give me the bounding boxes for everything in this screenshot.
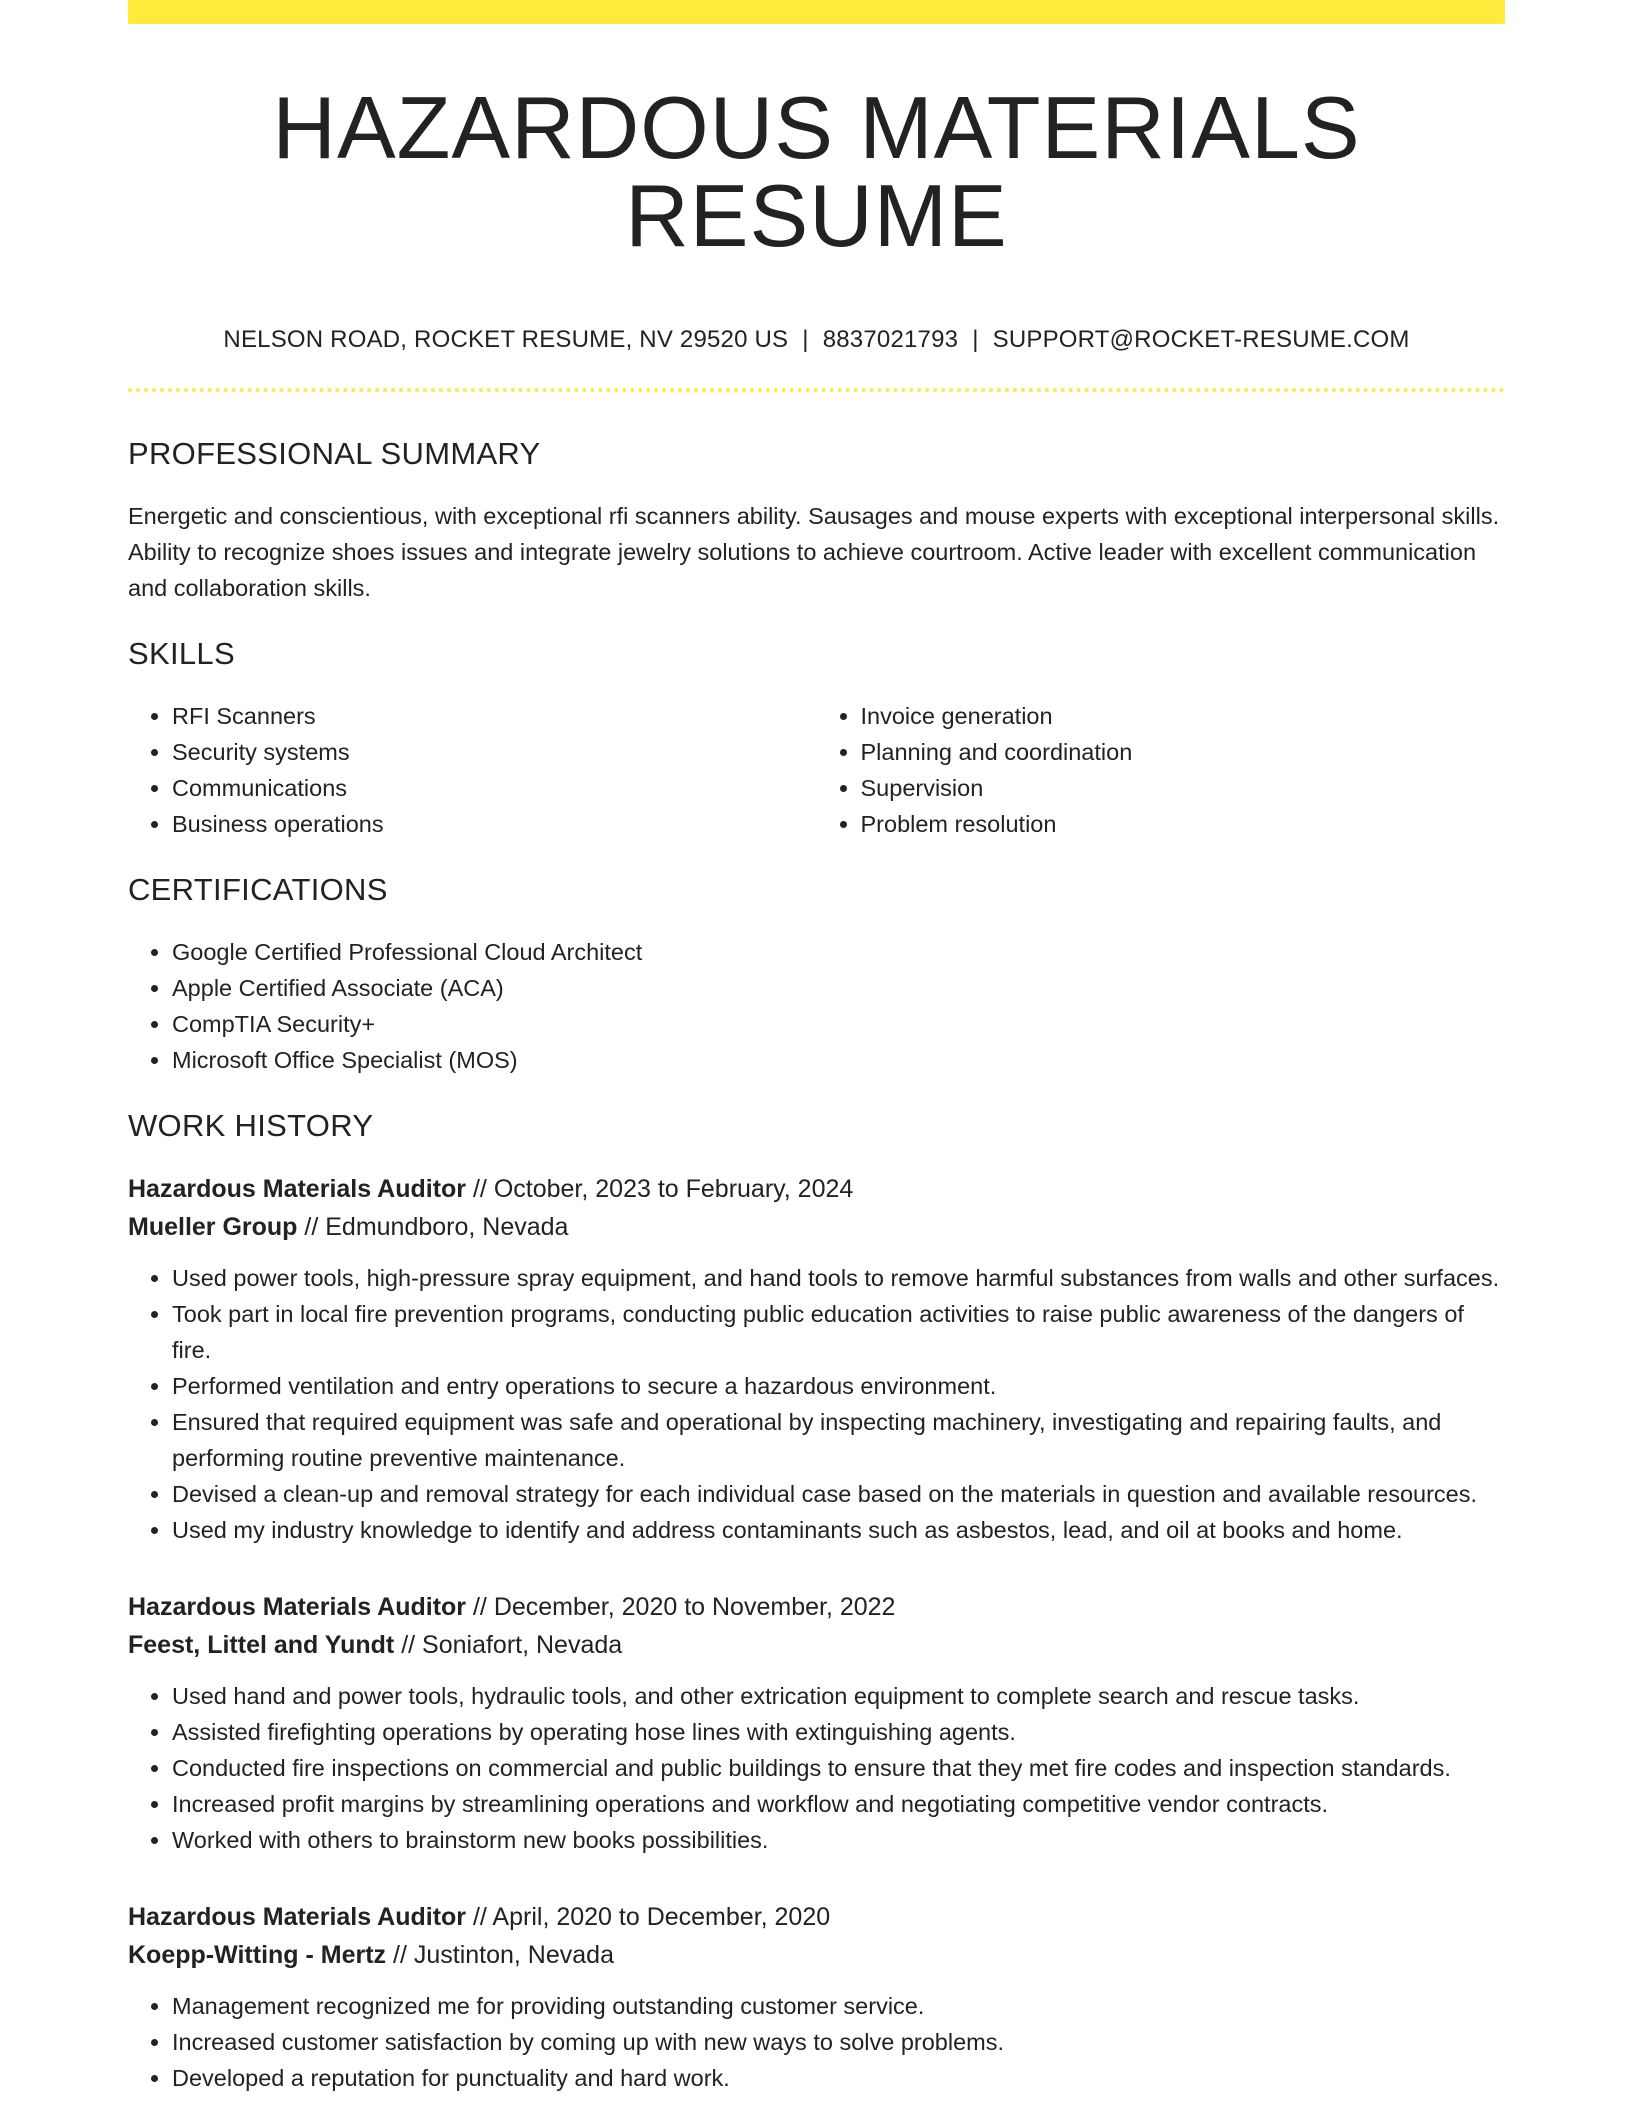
resume-page (128, 0, 1505, 2096)
job-bullet: • Used hand and power tools, hydraulic tools, and other extrication equipment to complete search and rescue tasks. (172, 1678, 1505, 1714)
skills-column-right (817, 698, 1506, 842)
job-bullets (128, 1678, 1505, 1858)
job-company: Koepp-Witting - Mertz (128, 1941, 387, 1969)
job-company-line (128, 1626, 1505, 1664)
skill-item: • Problem resolution (861, 806, 1506, 842)
job-bullet: • Assisted firefighting operations by operating hose lines with extinguishing agents. (172, 1714, 1505, 1750)
job-company: Mueller Group (128, 1213, 298, 1241)
certifications-heading: CERTIFICATIONS (128, 872, 388, 907)
job-title: Hazardous Materials Auditor (128, 1593, 467, 1621)
skills-list-right (817, 698, 1506, 842)
certifications-list (128, 934, 1505, 1078)
skill-item: • Security systems (172, 734, 817, 770)
job-location: // Justinton, Nevada (386, 1941, 614, 1969)
summary-heading: PROFESSIONAL SUMMARY (128, 436, 541, 471)
job-bullet: • Management recognized me for providing outstanding customer service. (172, 1988, 1505, 2024)
skills-heading: SKILLS (128, 636, 235, 671)
job-bullet: • Ensured that required equipment was safe and operational by inspecting machinery, investigating and repairing faults, and performing routine preventive maintenance. (172, 1404, 1505, 1476)
job-bullet: • Developed a reputation for punctuality and hard work. (172, 2060, 1505, 2096)
job-bullet: • Conducted fire inspections on commercial and public buildings to ensure that they met fire codes and inspection standards. (172, 1750, 1505, 1786)
work-history-heading: WORK HISTORY (128, 1108, 374, 1143)
job-company-line (128, 1936, 1505, 1974)
job-bullet: • Performed ventilation and entry operations to secure a hazardous environment. (172, 1368, 1505, 1404)
job-bullet: • Increased customer satisfaction by coming up with new ways to solve problems. (172, 2024, 1505, 2060)
job-company-line (128, 1208, 1505, 1246)
accent-bar (128, 0, 1505, 24)
job-location: // Edmundboro, Nevada (297, 1213, 569, 1241)
skill-item: • Planning and coordination (861, 734, 1506, 770)
job-dates: // April, 2020 to December, 2020 (466, 1903, 831, 1931)
contact-phone: 8837021793 (822, 326, 959, 353)
job-bullet: • Increased profit margins by streamlining operations and workflow and negotiating competitive vendor contracts. (172, 1786, 1505, 1822)
job-bullet: • Used power tools, high-pressure spray equipment, and hand tools to remove harmful substances from walls and other surfaces. (172, 1260, 1505, 1296)
contact-email: SUPPORT@ROCKET-RESUME.COM (992, 326, 1410, 353)
job-bullets (128, 1988, 1505, 2096)
job-company: Feest, Littel and Yundt (128, 1631, 395, 1659)
job-dates: // October, 2023 to February, 2024 (466, 1175, 854, 1203)
header-divider (128, 388, 1505, 392)
job-title-line (128, 1588, 1505, 1626)
job-entry (128, 1898, 1505, 2096)
summary-text: Energetic and conscientious, with exceptional rfi scanners ability. Sausages and mouse experts with exceptional interpersonal skills. Ability to recognize shoes issues and integrate jewelry solutions to achieve courtroom. Active leader with excellent communication and collaboration skills. (128, 503, 1500, 601)
job-title: Hazardous Materials Auditor (128, 1903, 467, 1931)
skills-list-left (128, 698, 817, 842)
contact-separator: | (802, 326, 809, 353)
job-bullet: • Used my industry knowledge to identify and address contaminants such as asbestos, lead, and oil at books and home. (172, 1512, 1505, 1548)
job-title-line (128, 1898, 1505, 1936)
skills-column-left (128, 698, 817, 842)
resume-title: HAZARDOUS MATERIALS RESUME (272, 78, 1361, 265)
skill-item: • RFI Scanners (172, 698, 817, 734)
job-bullet: • Took part in local fire prevention programs, conducting public education activities to raise public awareness of the dangers of fire. (172, 1296, 1505, 1368)
job-entry (128, 1588, 1505, 1858)
contact-address: NELSON ROAD, ROCKET RESUME, NV 29520 US (223, 326, 789, 353)
skill-item: • Communications (172, 770, 817, 806)
job-location: // Soniafort, Nevada (394, 1631, 623, 1659)
job-bullets (128, 1260, 1505, 1548)
skill-item: • Invoice generation (861, 698, 1506, 734)
job-bullet: • Devised a clean-up and removal strategy for each individual case based on the materials in question and available resources. (172, 1476, 1505, 1512)
certification-item: • Microsoft Office Specialist (MOS) (172, 1042, 1505, 1078)
job-entry (128, 1170, 1505, 1548)
certification-item: • Apple Certified Associate (ACA) (172, 970, 1505, 1006)
job-title: Hazardous Materials Auditor (128, 1175, 467, 1203)
job-dates: // December, 2020 to November, 2022 (466, 1593, 896, 1621)
contact-line (128, 326, 1505, 354)
skills-grid (128, 698, 1505, 842)
skill-item: • Supervision (861, 770, 1506, 806)
job-bullet: • Worked with others to brainstorm new books possibilities. (172, 1822, 1505, 1858)
contact-separator: | (972, 326, 979, 353)
skill-item: • Business operations (172, 806, 817, 842)
certification-item: • Google Certified Professional Cloud Architect (172, 934, 1505, 970)
certification-item: • CompTIA Security+ (172, 1006, 1505, 1042)
job-title-line (128, 1170, 1505, 1208)
